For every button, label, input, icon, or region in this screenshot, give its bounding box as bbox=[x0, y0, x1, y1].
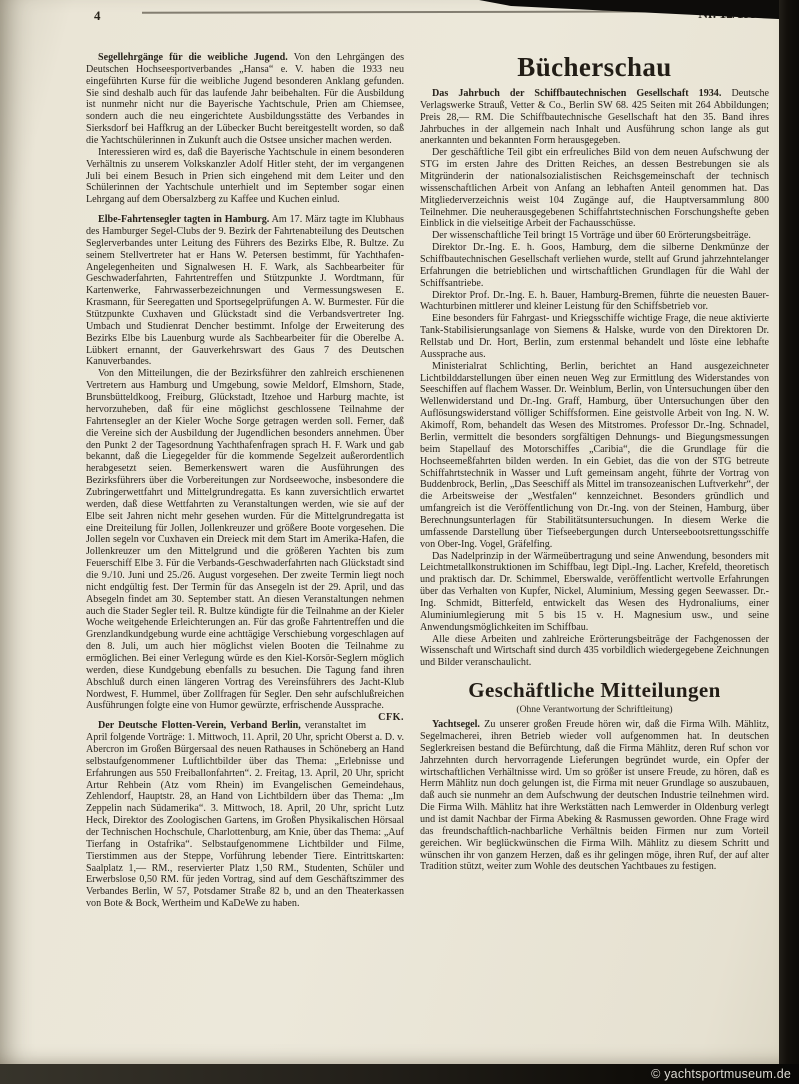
article-text: Deutsche Verlagswerke Strauß, Vetter & Co., Berlin SW 68. 425 Seiten mit 264 Abbildungen; Preis 28,— RM. Die Schiffbautechnische Gesellschaft hat den 35. Band ihres Jahrbuches in der allgemein nach Inhalt und Ausführung schon lange als gut anerkannten und bekannten Form herausgegeben. bbox=[420, 88, 769, 147]
paragraph: Der geschäftliche Teil gibt ein erfreuliches Bild von dem neuen Aufschwung der STG im ersten Jahre des Dritten Reiches, an dessen Bestrebungen sie als Mitgründerin der nationalsozialistischen Reichsgemeinschaft der technisch wissenschaftlichen Arbeit von Anfang an lebhaften Anteil genommen hat. Das Mitgliederverzeichnis weist 104 Zugänge auf, die Hauptversammlung 800 Teilnehmer. Die neuherausgegebenen Schiffahrtstechnischen Forschungshefte geben Einblick in die vielseitige Arbeit der Fachausschüsse. bbox=[420, 147, 769, 230]
left-column bbox=[86, 52, 404, 1042]
paragraph: Eine besonders für Fahrgast- und Kriegsschiffe wichtige Frage, die neue aktivierte Tank-Stabilisierungsanlage von Siemens & Halske, wurde von den Direktoren Dr. Rellstab und Dr. Hort, Berlin, zum erstenmal behandelt und löste eine lebhafte Aussprache aus. bbox=[420, 313, 769, 360]
paragraph: Direktor Prof. Dr.-Ing. E. h. Bauer, Hamburg-Bremen, führte die neuesten Bauer-Wachturbinen mittlerer und kleiner Leistung für den Schiffsbetrieb vor. bbox=[420, 289, 769, 313]
paragraph: Der wissenschaftliche Teil bringt 15 Vorträge und über 60 Erörterungsbeiträge. bbox=[432, 230, 751, 242]
article-lead: Segellehrgänge für die weibliche Jugend. bbox=[98, 52, 288, 63]
paragraph bbox=[86, 52, 404, 147]
article-lead: Elbe-Fahrtensegler tagten in Hamburg. bbox=[98, 214, 270, 226]
article-text: Zu unserer großen Freude hören wir, daß die Firma Wilh. Mählitz, Segelmacherei, ihren Betrieb wieder voll aufgenommen hat. In deutschen Seglerkreisen bestand die Befürchtung, daß die Firma Mählitz, deren Ruf schon vor Jahrzehnten durch hervorragende Lieferungen begründet wurde, ein Opfer der wirtschaftlichen Verhältnisse wird. Um so größer ist unsere Freude, zu hören, daß es Herrn Mählitz nun doch gelungen ist, die Firma mit neuer Grundlage so auszubauen, daß auch sie nunmehr an dem Aufschwung der deutschen Industrie teilnehmen wird. Die Firma Wilh. Mählitz hat ihre Werkstätten nach Lemwerder in Oldenburg verlegt und ist damit Nachbar der Firma Abeking & Rasmussen geworden. Ohne Frage wird das freundschaftlich-nachbarliche Verhältnis beiden Firmen nur zum Vorteil gereichen. Wir beglückwünschen die Firma Wilh. Mählitz zu diesem Schritt und wünschen ihr von ganzem Herzen, daß es ihr gelingen möge, ihren Ruf, der auf alter Tradition stützt, weiter zum Wohle des deutschen Yachtbaues zu festigen. bbox=[420, 719, 769, 873]
watermark-text: © yachtsportmuseum.de bbox=[651, 1067, 791, 1081]
paragraph bbox=[86, 368, 404, 724]
article-segellehrgaenge bbox=[86, 52, 404, 206]
article-flotten-verein bbox=[86, 720, 404, 910]
section-subtitle: (Ohne Verantwortung der Schriftleitung) bbox=[516, 704, 673, 716]
two-column-layout bbox=[86, 52, 769, 1042]
scan-edge-right bbox=[779, 0, 799, 1084]
paragraph: Direktor Dr.-Ing. E. h. Goos, Hamburg, dem die silberne Denkmünze der Schiffbautechnischen Gesellschaft verliehen wurde, stellt auf Grund jahrzehntelanger Erfahrungen die betrieblichen und wirtschaftlichen Grundlagen für die Wahl der Schiffsantriebe. bbox=[420, 242, 769, 289]
paragraph: Interessieren wird es, daß die Bayerische Yachtschule in einem besonderen Verhältnis zu unserem Volkskanzler Adolf Hitler steht, der im vergangenen Juli bei einem Besuch in Prien sich eingehend mit dem Leiter und den Schülerinnen der Yachtschule unterhielt und im September sogar einen Lehrgang auf dem Obersalzberg zu Kaffee und Kuchen einlud. bbox=[86, 146, 404, 206]
article-lead: Das Jahrbuch der Schiffbautechnischen Gesellschaft 1934. bbox=[432, 88, 722, 99]
article-elbe-fahrtensegler bbox=[86, 214, 404, 724]
article-lead: Yachtsegel. bbox=[432, 719, 480, 731]
paragraph bbox=[420, 88, 769, 147]
article-yachtsegel bbox=[420, 719, 769, 873]
paragraph: Ministerialrat Schlichting, Berlin, berichtet an Hand ausgezeichneter Lichtbilddarstellungen über einen neuen Weg zur Ermittlung des Widerstandes von Seeschiffen auf flachem Wasser. Dr. Weinblum, Berlin, von Untersuchungen über den Wellenwiderstand und Dr.-Ing. Graff, Hamburg, über Untersuchungen über den Auflösungswiderstand völliger Schiffsformen. Eine geistvolle Arbeit von Ing. N. W. Akimoff, Rom, behandelt das Wesen des Mitstromes. Professor Dr.-Ing. Schnadel, Berlin, vermittelt die besonders sorgfältigen Dehnungs- und Biegungsmessungen beim Stapellauf des Motorschiffes „Caribia“, die die Grundlage für die Hochseemeßfahrten bilden werden. In ein Gebiet, das die von der STG betreute Schiffahrtstechnik in Wasser und Luft gemeinsam angeht, führte der Vortrag von Buddenbrock, Berlin, „Das Seeschiff als Mittel im transozeanischen Luftverkehr“, der die Arbeitsweise der „Westfalen“ kennzeichnet. Besonders gründlich und umfangreich ist die Veröffentlichung von Dr.-Ing. von der Steinen, Hamburg, über Berechnungsunterlagen für Stabilitätsuntersuchungen. In diesem Werke die umfassende Darstellung über Tiefseebergungen durch Unterseebootsrettungsschiffe von Ober-Ing. Vogel, Gräfelfing. bbox=[420, 360, 769, 550]
page-number: 4 bbox=[94, 8, 101, 23]
article-jahrbuch-review bbox=[420, 88, 769, 669]
paragraph bbox=[420, 719, 769, 873]
article-text: Am 17. März tagte im Klubhaus des Hamburger Segel-Clubs der 9. Bezirk der Fahrtenabteilung des Deutschen Seglerverbandes unter Leitung des Führers des Bezirks Elbe, R. Bultze. Zu seinem Stellvertreter hat er Hans W. Petersen bestimmt, für Yachthafen-Angelegenheiten und Signalwesen H. F. Wark, als Sachbearbeiter für Geschwaderfahrten, Fahrtentreffen und Stützpunkte J. Wordtmann, für Kartenwerke, Fahrwasserbezeichnungen und Vermessungswesen E. Krasmann, für Seeregatten und Sportsegelprüfungen A. W. Burmester. Für die Stützpunkte Cuxhaven und Glückstadt sind die Verbandsvertreter Ing. Umbach und Studienrat Dencher bestimmt. Infolge der Erweiterung des Bezirks Elbe bis Lauenburg wurde als Sachbearbeiter für die Oberelbe A. Lübkert ernannt, der Gauverkehrswart des Gaus 7 des Deutschen Kanuverbandes. bbox=[86, 214, 404, 368]
paragraph bbox=[86, 214, 404, 368]
paragraph: Das Nadelprinzip in der Wärmeübertragung und seine Anwendung, besonders mit Leichtmetallkonstruktionen im Schiffbau, legt Dipl.-Ing. Lacher, Krefeld, theoretisch und praktisch dar. Dr. Schimmel, Eberswalde, veröffentlicht wertvolle Erfahrungen über das Verhalten von Kupfer, Nickel, Aluminium, Messing gegen Seewasser. Dr.-Ing. Schmidt, Bitterfeld, entwickelt das Wesen des Hydronaliums, einer Aluminiumlegierung mit 5 bis 15 v. H. Magnesium usw., und seine Anwendungsmöglichkeiten im Schiffbau. bbox=[420, 550, 769, 633]
section-title-mitteilungen: Geschäftliche Mitteilungen bbox=[468, 678, 721, 703]
article-lead: Der Deutsche Flotten-Verein, Verband Berlin, bbox=[98, 720, 301, 732]
article-text: Von den Lehrgängen des Deutschen Hochseesportverbandes „Hansa“ e. V. haben die 1933 neu eingeführten Kurse für die weibliche Jugend besonderen Anklang gefunden. Sie sind deshalb auch für das laufende Jahr beibehalten. Für die Ausbildung ist nunmehr nicht nur die Bayerische Yachtschule, Prien am Chiemsee, sondern auch die neu eingerichtete Ausbildungsstätte des Verbandes in Sierksdorf bei Haffkrug an der Lübecker Bucht bereitgestellt worden, so daß die Yachtschülerinnen in Zukunft auch die Ostsee unsicher machen werden. bbox=[86, 52, 404, 147]
article-text: veranstaltet im April folgende Vorträge: 1. Mittwoch, 11. April, 20 Uhr, spricht Oberst a. D. v. Abercron im Großen Bürgersaal des neuen Rathauses in Schöneberg an Hand selbstaufgenommener Luftlichtbilder über das Thema: „Erlebnisse und Erfahrungen aus 550 Freiballonfahrten“. 2. Freitag, 13. April, 20 Uhr, spricht Artur Rehbein (Atz vom Rhein) im Evangelischen Gemeindehaus, Zehlendorf, Hauptstr. 28, an Hand von Lichtbildern über das Thema: „Im Zeppelin nach Südamerika“. 3. Mittwoch, 18. April, 20 Uhr, spricht Lutz Heck, Direktor des Zoologischen Gartens, im Großen Physikalischen Hörsaal der Technischen Hochschule, Charlottenburg, am Knie, über das Thema: „Auf Tierfang in Ostafrika“. Selbstaufgenommene Lichtbilder und Filme, Tierstimmen aus der Steppe, Vorführung lebender Tiere. Eintrittskarten: Saalplatz 1,— RM., reservierter Platz 1,50 RM., Studenten, Schüler und Erwerbslose 0,50 RM. für jeden Vortrag, sind auf dem Geschäftszimmer des Verbandes Berlin, W 57, Potsdamer Straße 82 b, und an den Theaterkassen von Bote & Bock, Wertheim und KaDeWe zu haben. bbox=[86, 720, 404, 910]
scan-edge-bottom bbox=[0, 1064, 799, 1084]
section-title-buecherschau: Bücherschau bbox=[517, 52, 672, 82]
article-text: Von den Mitteilungen, die der Bezirksführer den zahlreich erschienenen Vertretern aus Hamburg und Umgebung, sowie Meldorf, Elmshorn, Stade, Brunsbütteldkoog, Freiburg, Glückstadt, Itzehoe und Harburg machte, ist hervorzuheben, daß für eine möglichst geschlossene Teilnahme der Fahrtensegler an der Kieler Woche Sorge getragen werden soll. Ferner, daß die Vereine sich der Ausbildung der Jugendlichen besonders annehmen. Über den Punkt 2 der Tagesordnung Yachthafenfragen sprach H. F. Wark und gab bekannt, daß die Liegegelder für die kommende Segelzeit außerordentlich herabgesetzt seien. Bemerkenswert waren die Ausführungen des Bezirksführers über die Vorbereitungen zur Nordseewoche, insbesondere die Zubringerwettfahrt und Mittelgrundregatta. Es kann zuversichtlich erwartet werden, daß diese Wettfahrten zu Veranstaltungen werden, wie sie auf der Elbe seit Jahren nicht mehr gesehen wurden. Für die Mittelgrundregatta ist eine Dreiteilung für Jollen, Jollenkreuzer und größere Boote vorgesehen. Die Jollen segeln vor Cuxhaven ein Dreieck mit dem Start im Amerika-Hafen, die Jollenkreuzer um den Mittelgrund und die größeren Yachten bis zum Feuerschiff Elbe 3. Für die Verbands-Geschwaderfahrten nach Glückstadt sind die 9./10. Juni und 25./26. August vorgesehen. Der zweite Termin liegt noch nicht endgültig fest. Der Termin für das Ansegeln ist der 29. April, und das Absegeln findet am 30. September statt. An diesen Veranstaltungen nehmen auch die Stader Segler teil. R. Bultze kündigte für die Teilnahme an der Kieler Woche weitgehende Erleichterungen an. Für das große Fahrtentreffen und die Grenzlandkundgebung wurde eine achttägige Verschiebung vorgeschlagen auf den 8. Juli, um auch hier möglichst vielen Booten die Teilnahme zu ermöglichen. Bei einer Verlegung würde es den Kiel-Korsör-Seglern möglich werden, diese Kundgebung ebenfalls zu besuchen. Die Tagung fand ihren Abschluß durch einen längeren Vortrag des Vereinsführers des Jacht-Klub Nordwest, F. Hummel, über Zollfragen für Segler. Den sehr aufschlußreichen Ausführungen folgte eine von Humor gewürzte, erfrischende Aussprache. bbox=[86, 368, 404, 712]
paragraph: Alle diese Arbeiten und zahlreiche Erörterungsbeiträge der Fachgenossen der Wissenschaft und Wirtschaft sind durch 435 vorbildlich wiedergegebene Zeichnungen und Bilder veranschaulicht. bbox=[420, 633, 769, 669]
paragraph bbox=[86, 720, 404, 910]
right-column bbox=[420, 52, 769, 1042]
author-signature: CFK. bbox=[378, 712, 404, 724]
